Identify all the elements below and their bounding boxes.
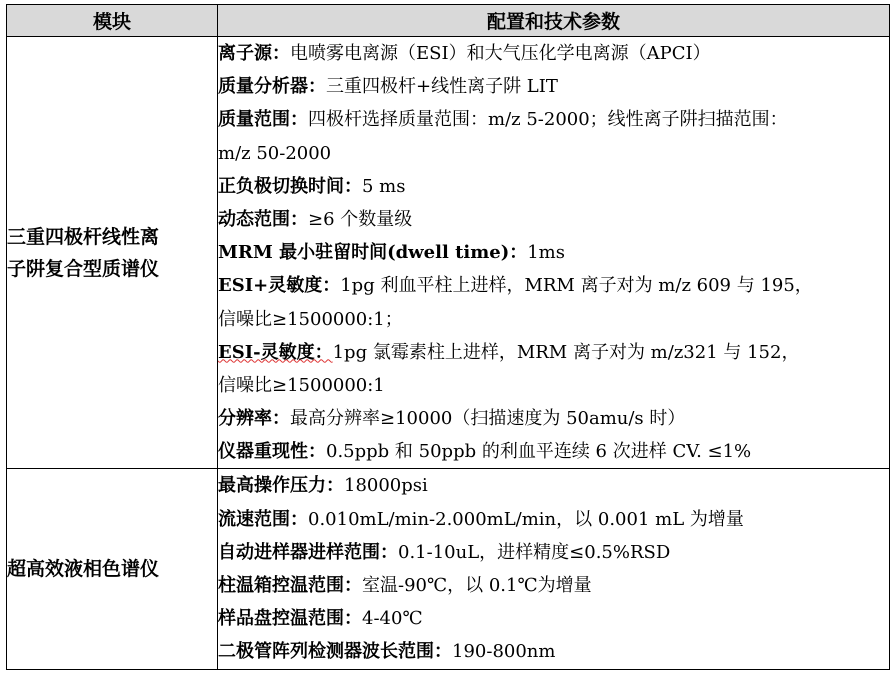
param-line-flow-range [218,503,889,536]
detail-ms [218,37,890,469]
param-value: m/z 50-2000 [218,142,332,164]
param-line-autosampler [218,536,889,569]
param-line-max-pressure [218,469,889,502]
param-line-resolution [218,402,889,435]
header-config: 配置和技术参数 [218,5,890,37]
param-label: 质量范围： [218,109,308,131]
param-line-mass-range [218,103,889,136]
param-line-ion-source [218,37,889,70]
table-header-row [7,5,890,37]
param-value: 4-40℃ [362,608,423,630]
param-line-reproducibility [218,435,889,468]
param-value: 室温-90℃，以 0.1℃为增量 [362,575,592,596]
param-line-dad-wavelength [218,635,889,668]
param-value: 1pg 氯霉素柱上进样，MRM 离子对为 m/z321 与 152， [332,341,800,363]
param-value: 四极杆选择质量范围：m/z 5-2000；线性离子阱扫描范围： [308,109,788,131]
module-uhplc [7,469,218,669]
param-value: 0.010mL/min-2.000mL/min，以 0.001 mL 为增量 [308,508,744,530]
spec-table [6,4,890,670]
param-label: 二极管阵列检测器波长范围： [218,641,452,663]
param-label: ESI+灵敏度： [218,275,341,297]
param-line-esi-pos [218,269,889,302]
table-row-uhplc [7,469,890,669]
param-line-dynamic-range [218,203,889,236]
param-line-column-oven [218,569,889,602]
param-line-sample-tray [218,602,889,635]
param-line-esi-neg-cont [218,369,889,402]
param-label: 分辨率： [218,408,290,430]
param-value: 18000psi [344,475,428,497]
param-value: 0.5ppb 和 50ppb 的利血平连续 6 次进样 CV. ≤1% [326,441,752,463]
param-label: 正负极切换时间： [218,175,362,197]
param-label: 最高操作压力： [218,475,344,497]
param-value: 5 ms [362,175,406,197]
param-label: 自动进样器进样范围： [218,541,398,563]
detail-uhplc [218,469,890,669]
param-line-esi-neg [218,336,889,369]
param-value: 三重四极杆+线性离子阱 LIT [326,76,558,98]
param-value: 190-800nm [452,641,556,663]
param-value: 1pg 利血平柱上进样，MRM 离子对为 m/z 609 与 195， [340,275,813,297]
param-value: 电喷雾电离源（ESI）和大气压化学电离源（APCI） [290,43,711,64]
param-label: 柱温箱控温范围： [218,575,362,596]
param-label: 质量分析器： [218,76,326,98]
module-ms [7,37,218,469]
param-line-analyzer [218,70,889,103]
param-label: 仪器重现性： [218,441,326,463]
header-module: 模块 [7,5,218,37]
param-value: 0.1-10uL，进样精度≤0.5%RSD [398,541,671,563]
param-line-mass-range-cont [218,137,889,170]
param-label: MRM 最小驻留时间(dwell time)： [218,242,528,264]
param-label: 动态范围： [218,208,308,230]
param-label: 样品盘控温范围： [218,608,362,630]
param-value: 最高分辨率≥10000（扫描速度为 50amu/s 时） [290,408,686,430]
param-value: 1ms [527,242,565,264]
param-label: ESI-灵敏度： [218,341,333,363]
param-line-polarity-switch [218,170,889,203]
table-row-ms [7,37,890,469]
param-line-dwell-time [218,236,889,269]
module-name-line: 三重四极杆线性离 [7,225,160,248]
param-value: 信噪比≥1500000:1 [218,374,385,396]
param-label: 流速范围： [218,508,308,530]
param-value: ≥6 个数量级 [308,208,413,230]
param-line-esi-pos-cont [218,303,889,336]
module-name-line: 超高效液相色谱仪 [7,558,160,580]
module-name-line: 子阱复合型质谱仪 [7,257,160,280]
param-label: 离子源： [218,43,290,64]
param-value: 信噪比≥1500000:1； [218,308,403,330]
